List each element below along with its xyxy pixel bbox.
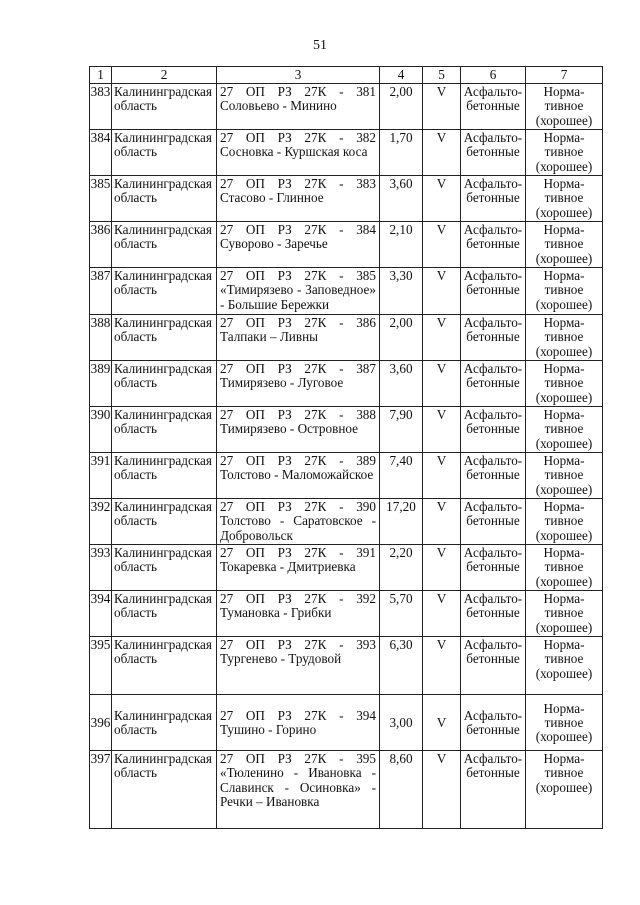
road-name-cell: 27 ОП РЗ 27К - 392 Тумановка - Грибки [217,591,380,637]
length-cell: 8,60 [380,751,423,829]
category-cell: V [423,268,461,315]
condition-cell: Норма-тивное (хорошее) [526,361,603,407]
row-number: 386 [90,222,112,268]
column-header: 4 [380,67,423,84]
surface-cell: Асфальто-бетонные [461,84,526,130]
row-number: 387 [90,268,112,315]
length-cell: 7,40 [380,453,423,499]
region-cell: Калининградская область [112,695,217,751]
condition-cell: Норма-тивное (хорошее) [526,315,603,361]
region-cell: Калининградская область [112,176,217,222]
road-name-cell: 27 ОП РЗ 27К - 381 Соловьево - Минино [217,84,380,130]
length-cell: 7,90 [380,407,423,453]
region-cell: Калининградская область [112,637,217,695]
row-number: 384 [90,130,112,176]
region-cell: Калининградская область [112,84,217,130]
table-row [90,130,603,176]
category-cell: V [423,361,461,407]
region-cell: Калининградская область [112,407,217,453]
region-cell: Калининградская область [112,499,217,545]
table-row [90,407,603,453]
region-cell: Калининградская область [112,315,217,361]
length-cell: 3,60 [380,361,423,407]
condition-cell: Норма-тивное (хорошее) [526,591,603,637]
column-header: 3 [217,67,380,84]
surface-cell: Асфальто-бетонные [461,545,526,591]
condition-cell: Норма-тивное (хорошее) [526,222,603,268]
region-cell: Калининградская область [112,751,217,829]
category-cell: V [423,545,461,591]
row-number: 391 [90,453,112,499]
road-name-cell: 27 ОП РЗ 27К - 386 Талпаки – Ливны [217,315,380,361]
road-name-cell: 27 ОП РЗ 27К - 384 Суворово - Заречье [217,222,380,268]
surface-cell: Асфальто-бетонные [461,315,526,361]
category-cell: V [423,407,461,453]
road-name-cell: 27 ОП РЗ 27К - 387 Тимирязево - Луговое [217,361,380,407]
table-row [90,84,603,130]
length-cell: 3,00 [380,695,423,751]
category-cell: V [423,637,461,695]
category-cell: V [423,591,461,637]
condition-cell: Норма-тивное (хорошее) [526,130,603,176]
surface-cell: Асфальто-бетонные [461,453,526,499]
row-number: 388 [90,315,112,361]
table-row [90,751,603,829]
column-header: 2 [112,67,217,84]
condition-cell: Норма-тивное (хорошее) [526,407,603,453]
table-row [90,499,603,545]
road-name-cell: 27 ОП РЗ 27К - 394 Тушино - Горино [217,695,380,751]
table-header-row [90,67,603,84]
column-header: 5 [423,67,461,84]
road-name-cell: 27 ОП РЗ 27К - 385 «Тимирязево - Заповедное» - Большие Бережки [217,268,380,315]
condition-cell: Норма-тивное (хорошее) [526,176,603,222]
length-cell: 2,00 [380,84,423,130]
category-cell: V [423,315,461,361]
length-cell: 3,60 [380,176,423,222]
table-row [90,176,603,222]
length-cell: 2,00 [380,315,423,361]
table-row [90,222,603,268]
length-cell: 1,70 [380,130,423,176]
row-number: 397 [90,751,112,829]
region-cell: Калининградская область [112,130,217,176]
condition-cell: Норма-тивное (хорошее) [526,84,603,130]
surface-cell: Асфальто-бетонные [461,361,526,407]
row-number: 396 [90,695,112,751]
table-row [90,361,603,407]
condition-cell: Норма-тивное (хорошее) [526,751,603,829]
row-number: 395 [90,637,112,695]
column-header: 7 [526,67,603,84]
table-row [90,591,603,637]
road-register-table [89,66,603,829]
region-cell: Калининградская область [112,222,217,268]
region-cell: Калининградская область [112,361,217,407]
table-row [90,268,603,315]
surface-cell: Асфальто-бетонные [461,222,526,268]
row-number: 389 [90,361,112,407]
row-number: 392 [90,499,112,545]
length-cell: 3,30 [380,268,423,315]
condition-cell: Норма-тивное (хорошее) [526,499,603,545]
category-cell: V [423,499,461,545]
condition-cell: Норма-тивное (хорошее) [526,695,603,751]
surface-cell: Асфальто-бетонные [461,637,526,695]
row-number: 390 [90,407,112,453]
category-cell: V [423,84,461,130]
condition-cell: Норма-тивное (хорошее) [526,637,603,695]
category-cell: V [423,130,461,176]
surface-cell: Асфальто-бетонные [461,499,526,545]
condition-cell: Норма-тивное (хорошее) [526,268,603,315]
region-cell: Калининградская область [112,591,217,637]
category-cell: V [423,695,461,751]
surface-cell: Асфальто-бетонные [461,751,526,829]
condition-cell: Норма-тивное (хорошее) [526,453,603,499]
page-number: 51 [313,38,327,53]
table-row [90,545,603,591]
category-cell: V [423,222,461,268]
row-number: 393 [90,545,112,591]
surface-cell: Асфальто-бетонные [461,268,526,315]
surface-cell: Асфальто-бетонные [461,591,526,637]
road-name-cell: 27 ОП РЗ 27К - 383 Стасово - Глинное [217,176,380,222]
table-row [90,315,603,361]
surface-cell: Асфальто-бетонные [461,695,526,751]
surface-cell: Асфальто-бетонные [461,176,526,222]
region-cell: Калининградская область [112,453,217,499]
road-name-cell: 27 ОП РЗ 27К - 390 Толстово - Саратовское - Добровольск [217,499,380,545]
row-number: 394 [90,591,112,637]
length-cell: 6,30 [380,637,423,695]
category-cell: V [423,176,461,222]
region-cell: Калининградская область [112,545,217,591]
length-cell: 5,70 [380,591,423,637]
table-row [90,695,603,751]
road-name-cell: 27 ОП РЗ 27К - 391 Токаревка - Дмитриевка [217,545,380,591]
row-number: 383 [90,84,112,130]
column-header: 6 [461,67,526,84]
length-cell: 17,20 [380,499,423,545]
table-row [90,637,603,695]
surface-cell: Асфальто-бетонные [461,130,526,176]
road-name-cell: 27 ОП РЗ 27К - 393 Тургенево - Трудовой [217,637,380,695]
surface-cell: Асфальто-бетонные [461,407,526,453]
category-cell: V [423,751,461,829]
length-cell: 2,10 [380,222,423,268]
road-name-cell: 27 ОП РЗ 27К - 382 Сосновка - Куршская коса [217,130,380,176]
table-row [90,453,603,499]
row-number: 385 [90,176,112,222]
column-header: 1 [90,67,112,84]
road-name-cell: 27 ОП РЗ 27К - 395 «Тюленино - Ивановка - Славинск - Осиновка» - Речки – Ивановка [217,751,380,829]
length-cell: 2,20 [380,545,423,591]
category-cell: V [423,453,461,499]
condition-cell: Норма-тивное (хорошее) [526,545,603,591]
road-name-cell: 27 ОП РЗ 27К - 389 Толстово - Маломожайское [217,453,380,499]
road-name-cell: 27 ОП РЗ 27К - 388 Тимирязево - Островное [217,407,380,453]
region-cell: Калининградская область [112,268,217,315]
